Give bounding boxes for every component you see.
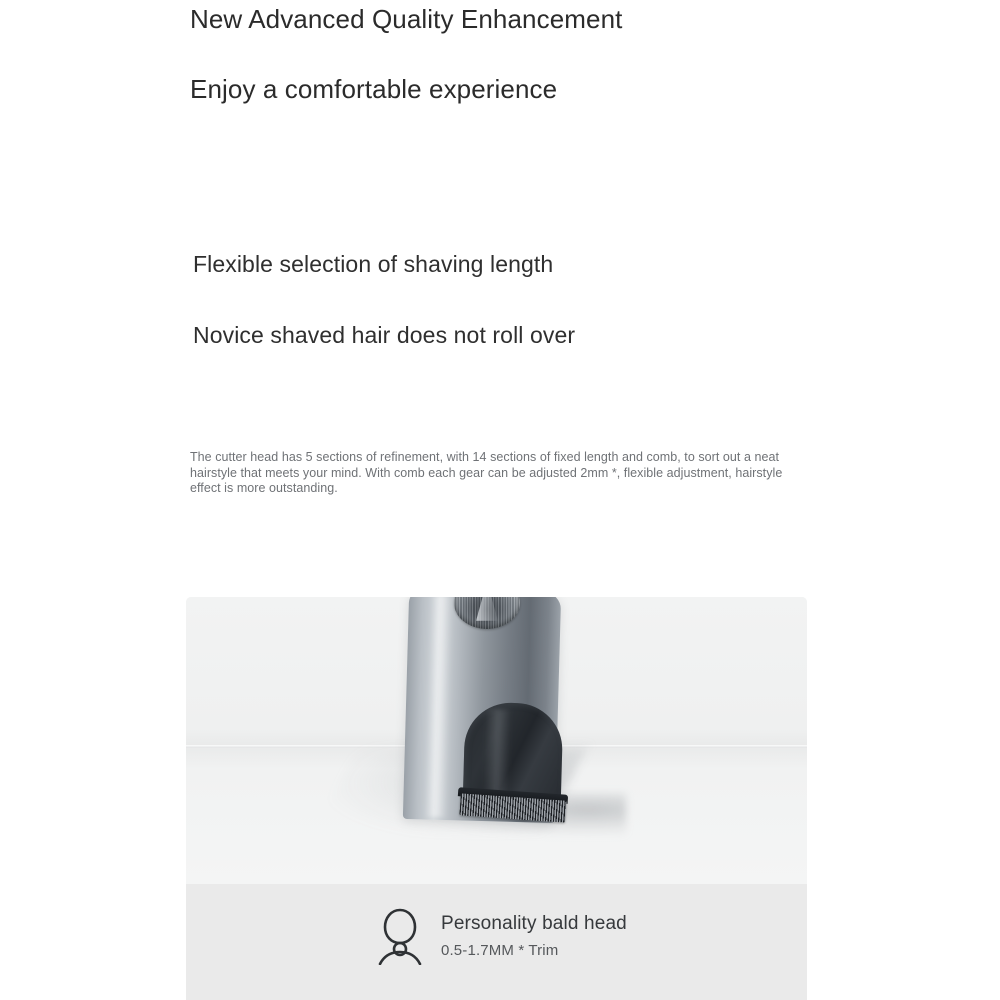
- caption-title: Personality bald head: [441, 913, 627, 934]
- product-image-panel: [186, 597, 807, 1000]
- caption-subtitle: 0.5-1.7MM * Trim: [441, 942, 559, 959]
- product-photo: [186, 597, 807, 884]
- heading-novice-shaved-hair: Novice shaved hair does not roll over: [193, 322, 576, 348]
- bald-head-icon: [377, 907, 423, 965]
- caption-content: [377, 907, 627, 965]
- heading-enjoy-comfortable-experience: Enjoy a comfortable experience: [190, 74, 558, 104]
- caption-text-group: [441, 913, 627, 959]
- product-caption-band: [186, 884, 807, 1000]
- heading-flexible-selection-shaving-length: Flexible selection of shaving length: [193, 251, 554, 277]
- heading-new-advanced-quality-enhancement: New Advanced Quality Enhancement: [190, 4, 623, 34]
- hair-trimmer-illustration: [398, 597, 583, 853]
- product-description-paragraph: The cutter head has 5 sections of refinement, with 14 sections of fixed length and comb, to sort out a neat hairstyle that meets your mind. With comb each gear can be adjusted 2mm *, flexible adjustment, hairstyle effect is more outstanding.: [190, 450, 783, 495]
